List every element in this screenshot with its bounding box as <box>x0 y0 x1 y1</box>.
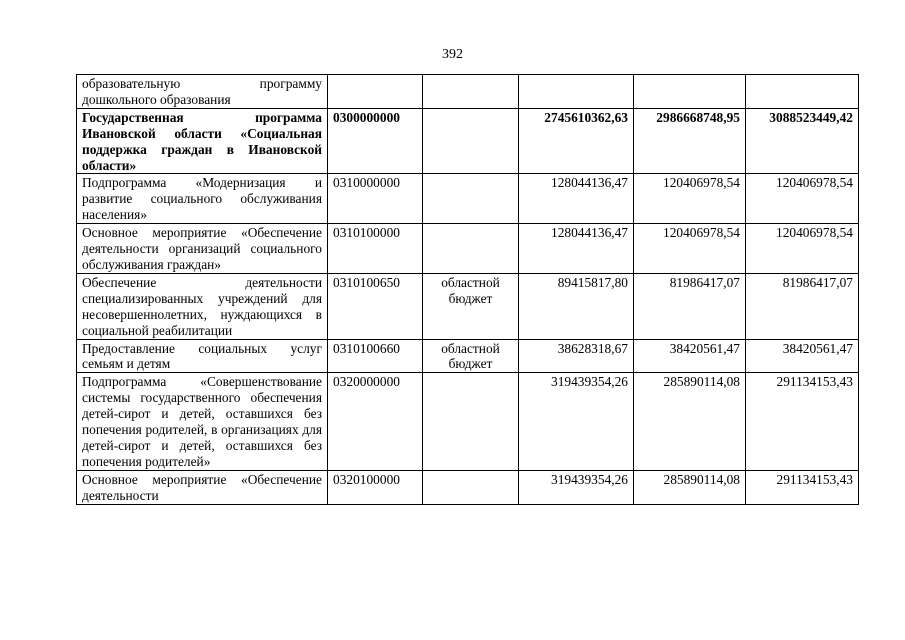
row-amount-year-2: 2986668748,95 <box>634 108 746 174</box>
row-amount-year-1: 38628318,67 <box>519 339 634 373</box>
row-amount-year-1: 89415817,80 <box>519 273 634 339</box>
row-source <box>423 108 519 174</box>
row-name: образовательную программу дошкольного образования <box>77 75 328 109</box>
row-name: Основное мероприятие «Обеспечение деятельности <box>77 470 328 504</box>
row-name: Обеспечение деятельности специализированных учреждений для несовершеннолетних, нуждающихся в социальной реабилитации <box>77 273 328 339</box>
row-amount-year-1: 2745610362,63 <box>519 108 634 174</box>
budget-table <box>76 74 859 505</box>
row-name: Основное мероприятие «Обеспечение деятельности организаций социального обслуживания граждан» <box>77 224 328 274</box>
row-amount-year-3: 291134153,43 <box>746 470 859 504</box>
row-amount-year-1: 319439354,26 <box>519 470 634 504</box>
page-number: 392 <box>442 47 463 62</box>
row-amount-year-3: 291134153,43 <box>746 373 859 470</box>
row-amount-year-3: 3088523449,42 <box>746 108 859 174</box>
row-name: Подпрограмма «Совершенствование системы государственного обеспечения детей-сирот и детей, оставшихся без попечения родителей, в организациях для детей-сирот и детей, оставшихся без попечения родителей» <box>77 373 328 470</box>
row-code: 0310100660 <box>328 339 423 373</box>
table-row <box>77 174 859 224</box>
row-name: Предоставление социальных услуг семьям и детям <box>77 339 328 373</box>
row-amount-year-2: 285890114,08 <box>634 470 746 504</box>
table-row <box>77 75 859 109</box>
row-source <box>423 75 519 109</box>
table-row <box>77 273 859 339</box>
row-name: Государственная программа Ивановской области «Социальная поддержка граждан в Ивановской области» <box>77 108 328 174</box>
row-amount-year-1: 128044136,47 <box>519 174 634 224</box>
row-code: 0320000000 <box>328 373 423 470</box>
row-amount-year-2: 81986417,07 <box>634 273 746 339</box>
row-code: 0300000000 <box>328 108 423 174</box>
row-source <box>423 174 519 224</box>
row-amount-year-1: 319439354,26 <box>519 373 634 470</box>
row-amount-year-2: 38420561,47 <box>634 339 746 373</box>
row-amount-year-2: 120406978,54 <box>634 174 746 224</box>
table-row <box>77 373 859 470</box>
row-name: Подпрограмма «Модернизация и развитие социального обслуживания населения» <box>77 174 328 224</box>
row-amount-year-3 <box>746 75 859 109</box>
row-amount-year-1 <box>519 75 634 109</box>
row-amount-year-2: 285890114,08 <box>634 373 746 470</box>
row-amount-year-3: 38420561,47 <box>746 339 859 373</box>
row-amount-year-3: 120406978,54 <box>746 174 859 224</box>
table-row <box>77 339 859 373</box>
row-code: 0310100650 <box>328 273 423 339</box>
table-row <box>77 108 859 174</box>
row-source: областной бюджет <box>423 273 519 339</box>
row-source <box>423 224 519 274</box>
row-source <box>423 470 519 504</box>
row-amount-year-2: 120406978,54 <box>634 224 746 274</box>
row-code: 0310100000 <box>328 224 423 274</box>
row-source: областной бюджет <box>423 339 519 373</box>
row-source <box>423 373 519 470</box>
row-amount-year-2 <box>634 75 746 109</box>
row-code: 0310000000 <box>328 174 423 224</box>
row-code: 0320100000 <box>328 470 423 504</box>
row-code <box>328 75 423 109</box>
table-row <box>77 224 859 274</box>
table-row <box>77 470 859 504</box>
row-amount-year-1: 128044136,47 <box>519 224 634 274</box>
row-amount-year-3: 81986417,07 <box>746 273 859 339</box>
row-amount-year-3: 120406978,54 <box>746 224 859 274</box>
